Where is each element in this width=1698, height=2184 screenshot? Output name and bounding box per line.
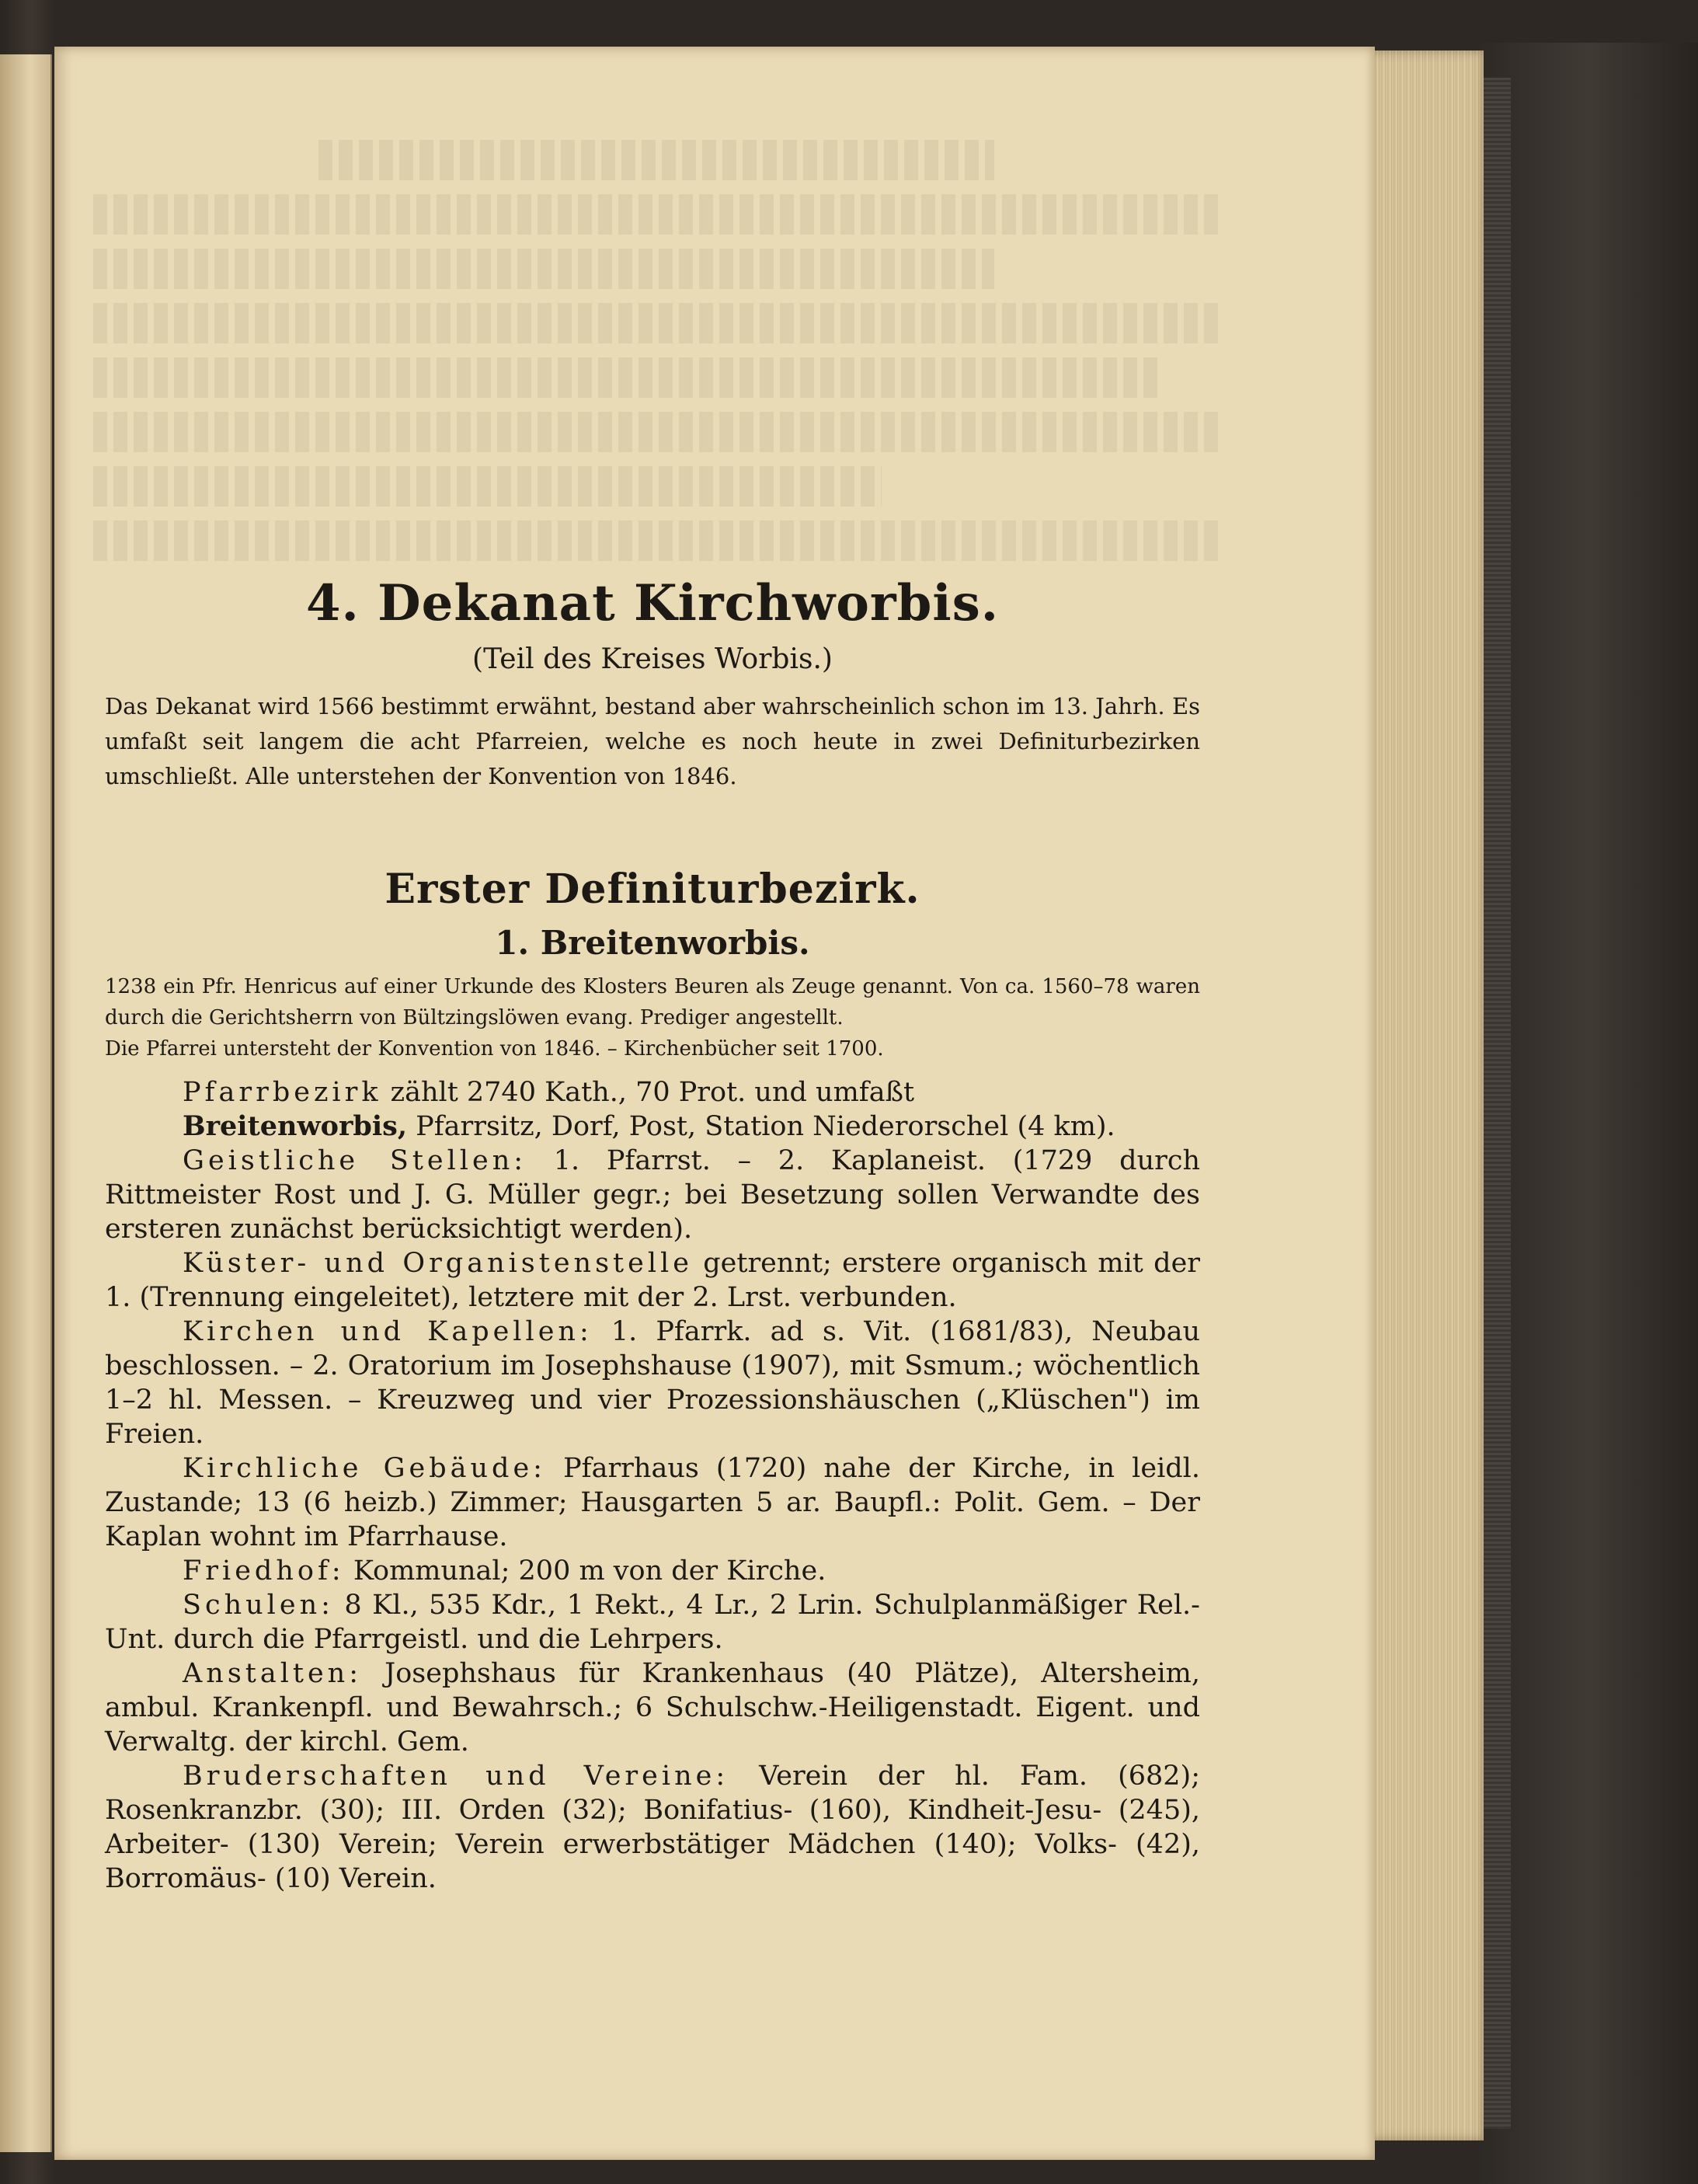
- history-last: Die Pfarrei untersteht der Konvention von 1846. – Kirchenbücher seit 1700.: [105, 1037, 884, 1061]
- entry-schulen: [105, 1588, 1200, 1656]
- entry-text: getrennt; erstere organisch mit der 1. (Trennung eingeleitet), letztere mit der 2. Lrst. verbunden.: [105, 1248, 1201, 1313]
- entry-label: Bruderschaften und Vereine:: [183, 1761, 729, 1792]
- entry-label: Friedhof:: [183, 1555, 345, 1587]
- book-cover: [1480, 43, 1698, 2184]
- page-content: [105, 571, 1200, 1896]
- entry-label: Kirchen und Kapellen:: [183, 1316, 593, 1347]
- entry-ort: [105, 1109, 1200, 1144]
- entry-bezirk: [105, 1075, 1200, 1109]
- entry-text: Verein der hl. Fam. (682); Rosenkranzbr. (30); III. Orden (32); Bonifatius- (160), Kindheit-Jesu- (245), Arbeiter- (130) Verein; Verein erwerbstätiger Mädchen (140); Volks- (42), Borromäus- (10) Verein.: [105, 1761, 1200, 1894]
- dekanat-title: 4. Dekanat Kirchworbis.: [306, 574, 999, 632]
- entry-label: Anstalten:: [183, 1658, 363, 1689]
- entry-anstalten: [105, 1656, 1200, 1759]
- entry-text: zählt 2740 Kath., 70 Prot. und umfaßt: [381, 1077, 915, 1108]
- entry-text: Pfarrsitz, Dorf, Post, Station Niederorschel (4 km).: [407, 1111, 1115, 1142]
- district-heading: Erster Definiturbezirk.: [384, 866, 920, 913]
- entry-geistliche: [105, 1144, 1200, 1246]
- entry-text: 1. Pfarrst. – 2. Kaplaneist. (1729 durch Rittmeister Rost und J. G. Müller gegr.; bei Besetzung sollen Verwandte des ersteren zunächst berücksichtigt werden).: [105, 1145, 1200, 1245]
- entry-label: Schulen:: [183, 1590, 334, 1621]
- entry-text: 8 Kl., 535 Kdr., 1 Rekt., 4 Lr., 2 Lrin. Schulplanmäßiger Rel.-Unt. durch die Pfarrgeistl. und die Lehrpers.: [105, 1590, 1200, 1655]
- show-through-text: [93, 140, 1220, 637]
- facing-page-edge: [0, 54, 52, 2152]
- entry-label: Kirchliche Gebäude:: [183, 1453, 546, 1484]
- history-main: 1238 ein Pfr. Henricus auf einer Urkunde des Klosters Beuren als Zeuge genannt. Von ca. 1560–78 waren durch die Gerichtsherrn von Bültzingslöwen evang. Prediger angestellt.: [105, 975, 1200, 1029]
- entry-text: 1. Pfarrk. ad s. Vit. (1681/83), Neubau beschlossen. – 2. Oratorium im Josephshause (1907), mit Ssmum.; wöchentlich 1–2 hl. Messen. – Kreuzweg und vier Prozessionshäuschen („Klüschen") im Freien.: [105, 1316, 1200, 1450]
- entry-kuester: [105, 1246, 1200, 1315]
- entry-text: Pfarrhaus (1720) nahe der Kirche, in leidl. Zustande; 13 (6 heizb.) Zimmer; Hausgarten 5 ar. Baupfl.: Polit. Gem. – Der Kaplan wohnt im Pfarrhause.: [105, 1453, 1200, 1552]
- entry-label: Geistliche Stellen:: [183, 1145, 527, 1176]
- entry-kirchen: [105, 1315, 1200, 1451]
- entry-text: Josephshaus für Krankenhaus (40 Plätze), Altersheim, ambul. Krankenpfl. und Bewahrsch.; 6 Schulschw.-Heiligenstadt. Eigent. und Verwaltg. der kirchl. Gem.: [105, 1658, 1200, 1757]
- book-spine-texture: [1480, 78, 1511, 2129]
- page-stack-edges: [1367, 51, 1484, 2140]
- dekanat-subtitle: (Teil des Kreises Worbis.): [472, 643, 833, 675]
- parish-entries: [105, 1075, 1200, 1896]
- entry-label: Pfarrbezirk: [183, 1077, 382, 1108]
- entry-friedhof: [105, 1554, 1200, 1588]
- entry-text: Kommunal; 200 m von der Kirche.: [344, 1555, 826, 1587]
- entry-label: Küster- und Organistenstelle: [183, 1248, 693, 1279]
- entry-place-name: Breitenworbis,: [183, 1110, 408, 1142]
- parish-title: 1. Breitenworbis.: [495, 924, 810, 962]
- dekanat-intro: Das Dekanat wird 1566 bestimmt erwähnt, bestand aber wahrscheinlich schon im 13. Jahrh. Es umfaßt seit langem die acht Pfarreien, welche es noch heute in zwei Definiturbezirken umschließt. Alle unterstehen der Konvention von 1846.: [105, 693, 1200, 789]
- entry-bruderschaften: [105, 1759, 1200, 1896]
- parish-history: [105, 971, 1200, 1064]
- entry-gebaeude: [105, 1451, 1200, 1554]
